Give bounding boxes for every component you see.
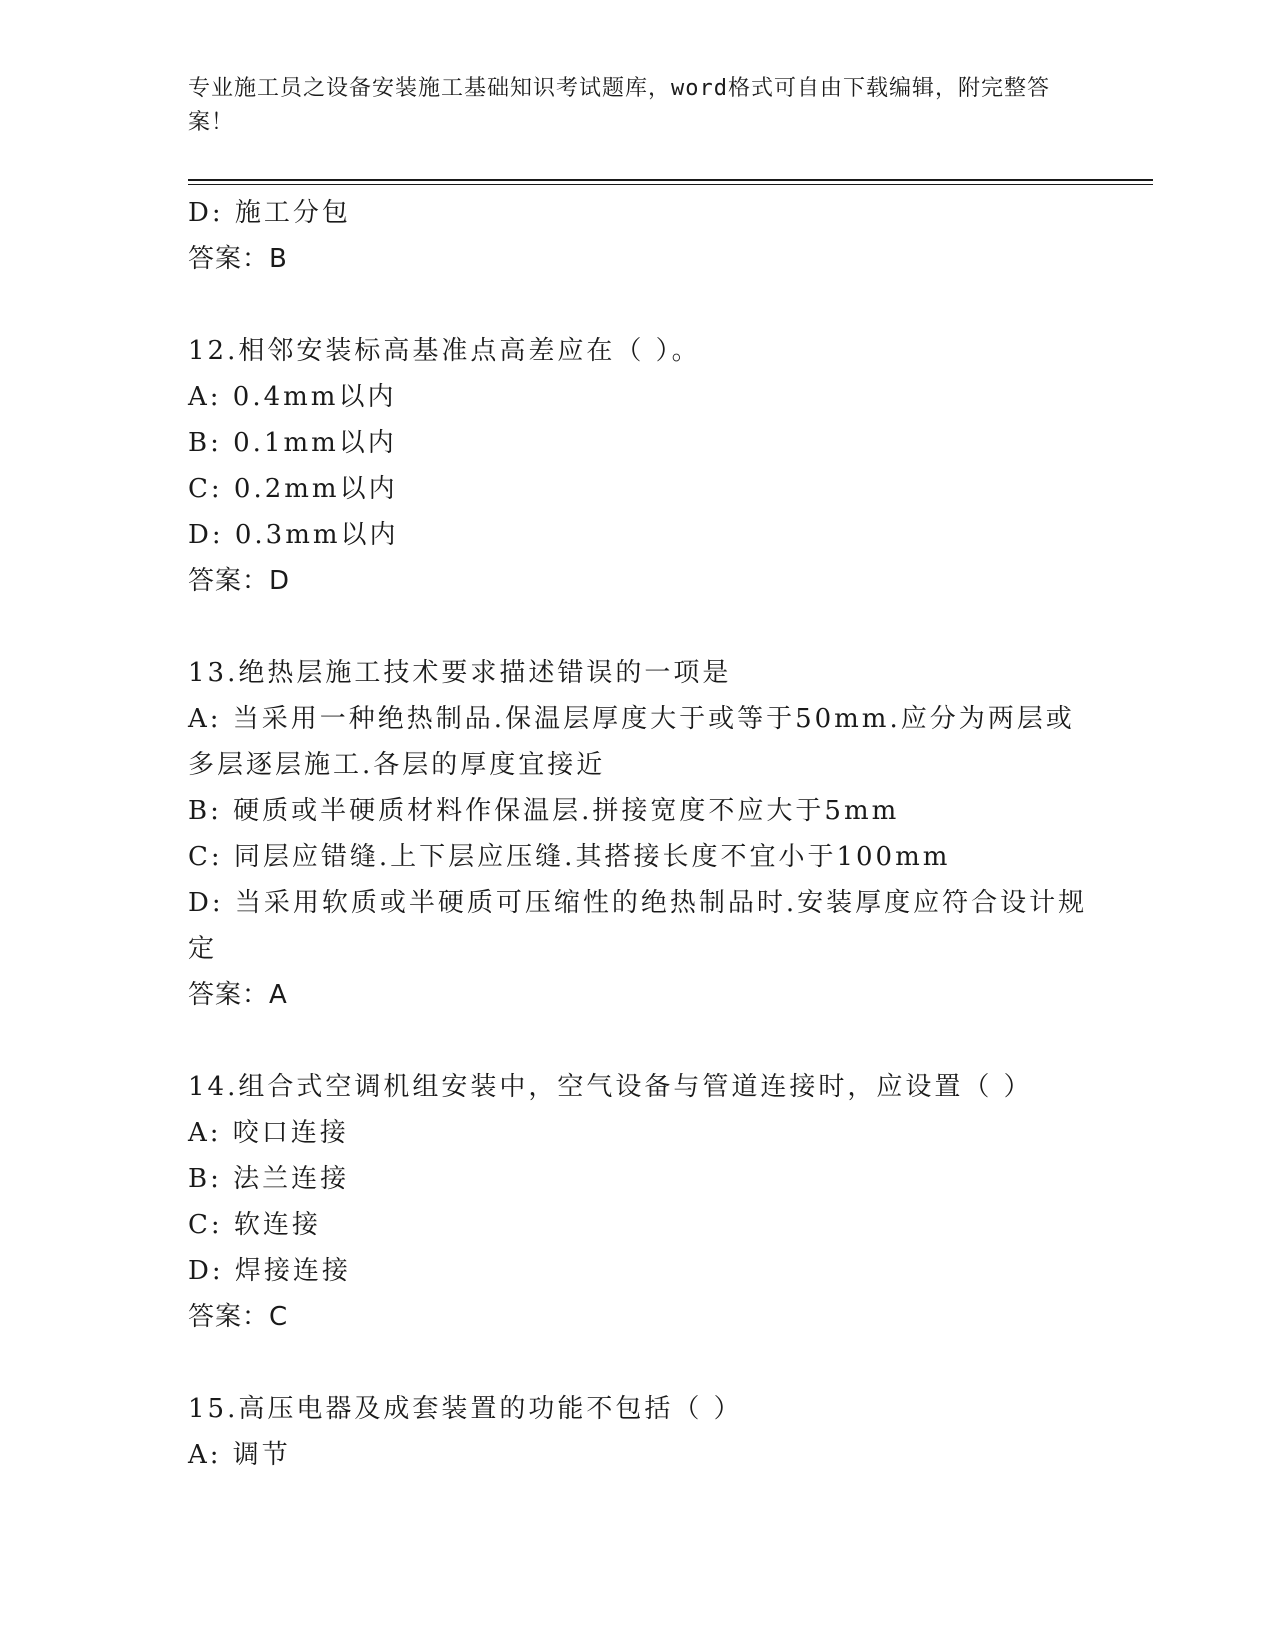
q14-answer: 答案：C	[188, 1302, 289, 1332]
q12-option-c: C: 0.2mm以内	[188, 474, 398, 504]
q13-option-c: C: 同层应错缝.上下层应压缝.其搭接长度不宜小于100mm	[188, 842, 951, 872]
header-rule-thick	[188, 179, 1153, 181]
q14-option-d: D: 焊接连接	[188, 1256, 351, 1286]
q13-option-a: A: 当采用一种绝热制品.保温层厚度大于或等于50mm.应分为两层或多层逐层施工.各层的厚度宜接近	[188, 704, 1075, 780]
q14-stem: 14.组合式空调机组安装中，空气设备与管道连接时，应设置（ ）	[188, 1072, 1033, 1102]
q11-answer: 答案：B	[188, 244, 288, 274]
q15-option-a: A: 调节	[188, 1440, 291, 1470]
q15-stem: 15.高压电器及成套装置的功能不包括（ ）	[188, 1394, 743, 1424]
q11-option-d: D: 施工分包	[188, 198, 351, 228]
q13-stem: 13.绝热层施工技术要求描述错误的一项是	[188, 658, 732, 688]
q12-option-b: B: 0.1mm以内	[188, 428, 397, 458]
q12-stem: 12.相邻安装标高基准点高差应在（ ）。	[188, 336, 701, 366]
document-body	[188, 190, 1088, 1478]
q13-option-b: B: 硬质或半硬质材料作保温层.拼接宽度不应大于5mm	[188, 796, 900, 826]
header-rule-thin	[188, 184, 1153, 185]
q12-option-a: A: 0.4mm以内	[188, 382, 397, 412]
q13-option-d: D: 当采用软质或半硬质可压缩性的绝热制品时.安装厚度应符合设计规定	[188, 888, 1088, 964]
q12-option-d: D: 0.3mm以内	[188, 520, 399, 550]
q14-option-a: A: 咬口连接	[188, 1118, 349, 1148]
q13-answer: 答案：A	[188, 980, 288, 1010]
q14-option-c: C: 软连接	[188, 1210, 321, 1240]
q14-option-b: B: 法兰连接	[188, 1164, 350, 1194]
q12-answer: 答案：D	[188, 566, 291, 596]
document-header: 专业施工员之设备安装施工基础知识考试题库，word格式可自由下载编辑，附完整答案！	[188, 76, 1050, 135]
